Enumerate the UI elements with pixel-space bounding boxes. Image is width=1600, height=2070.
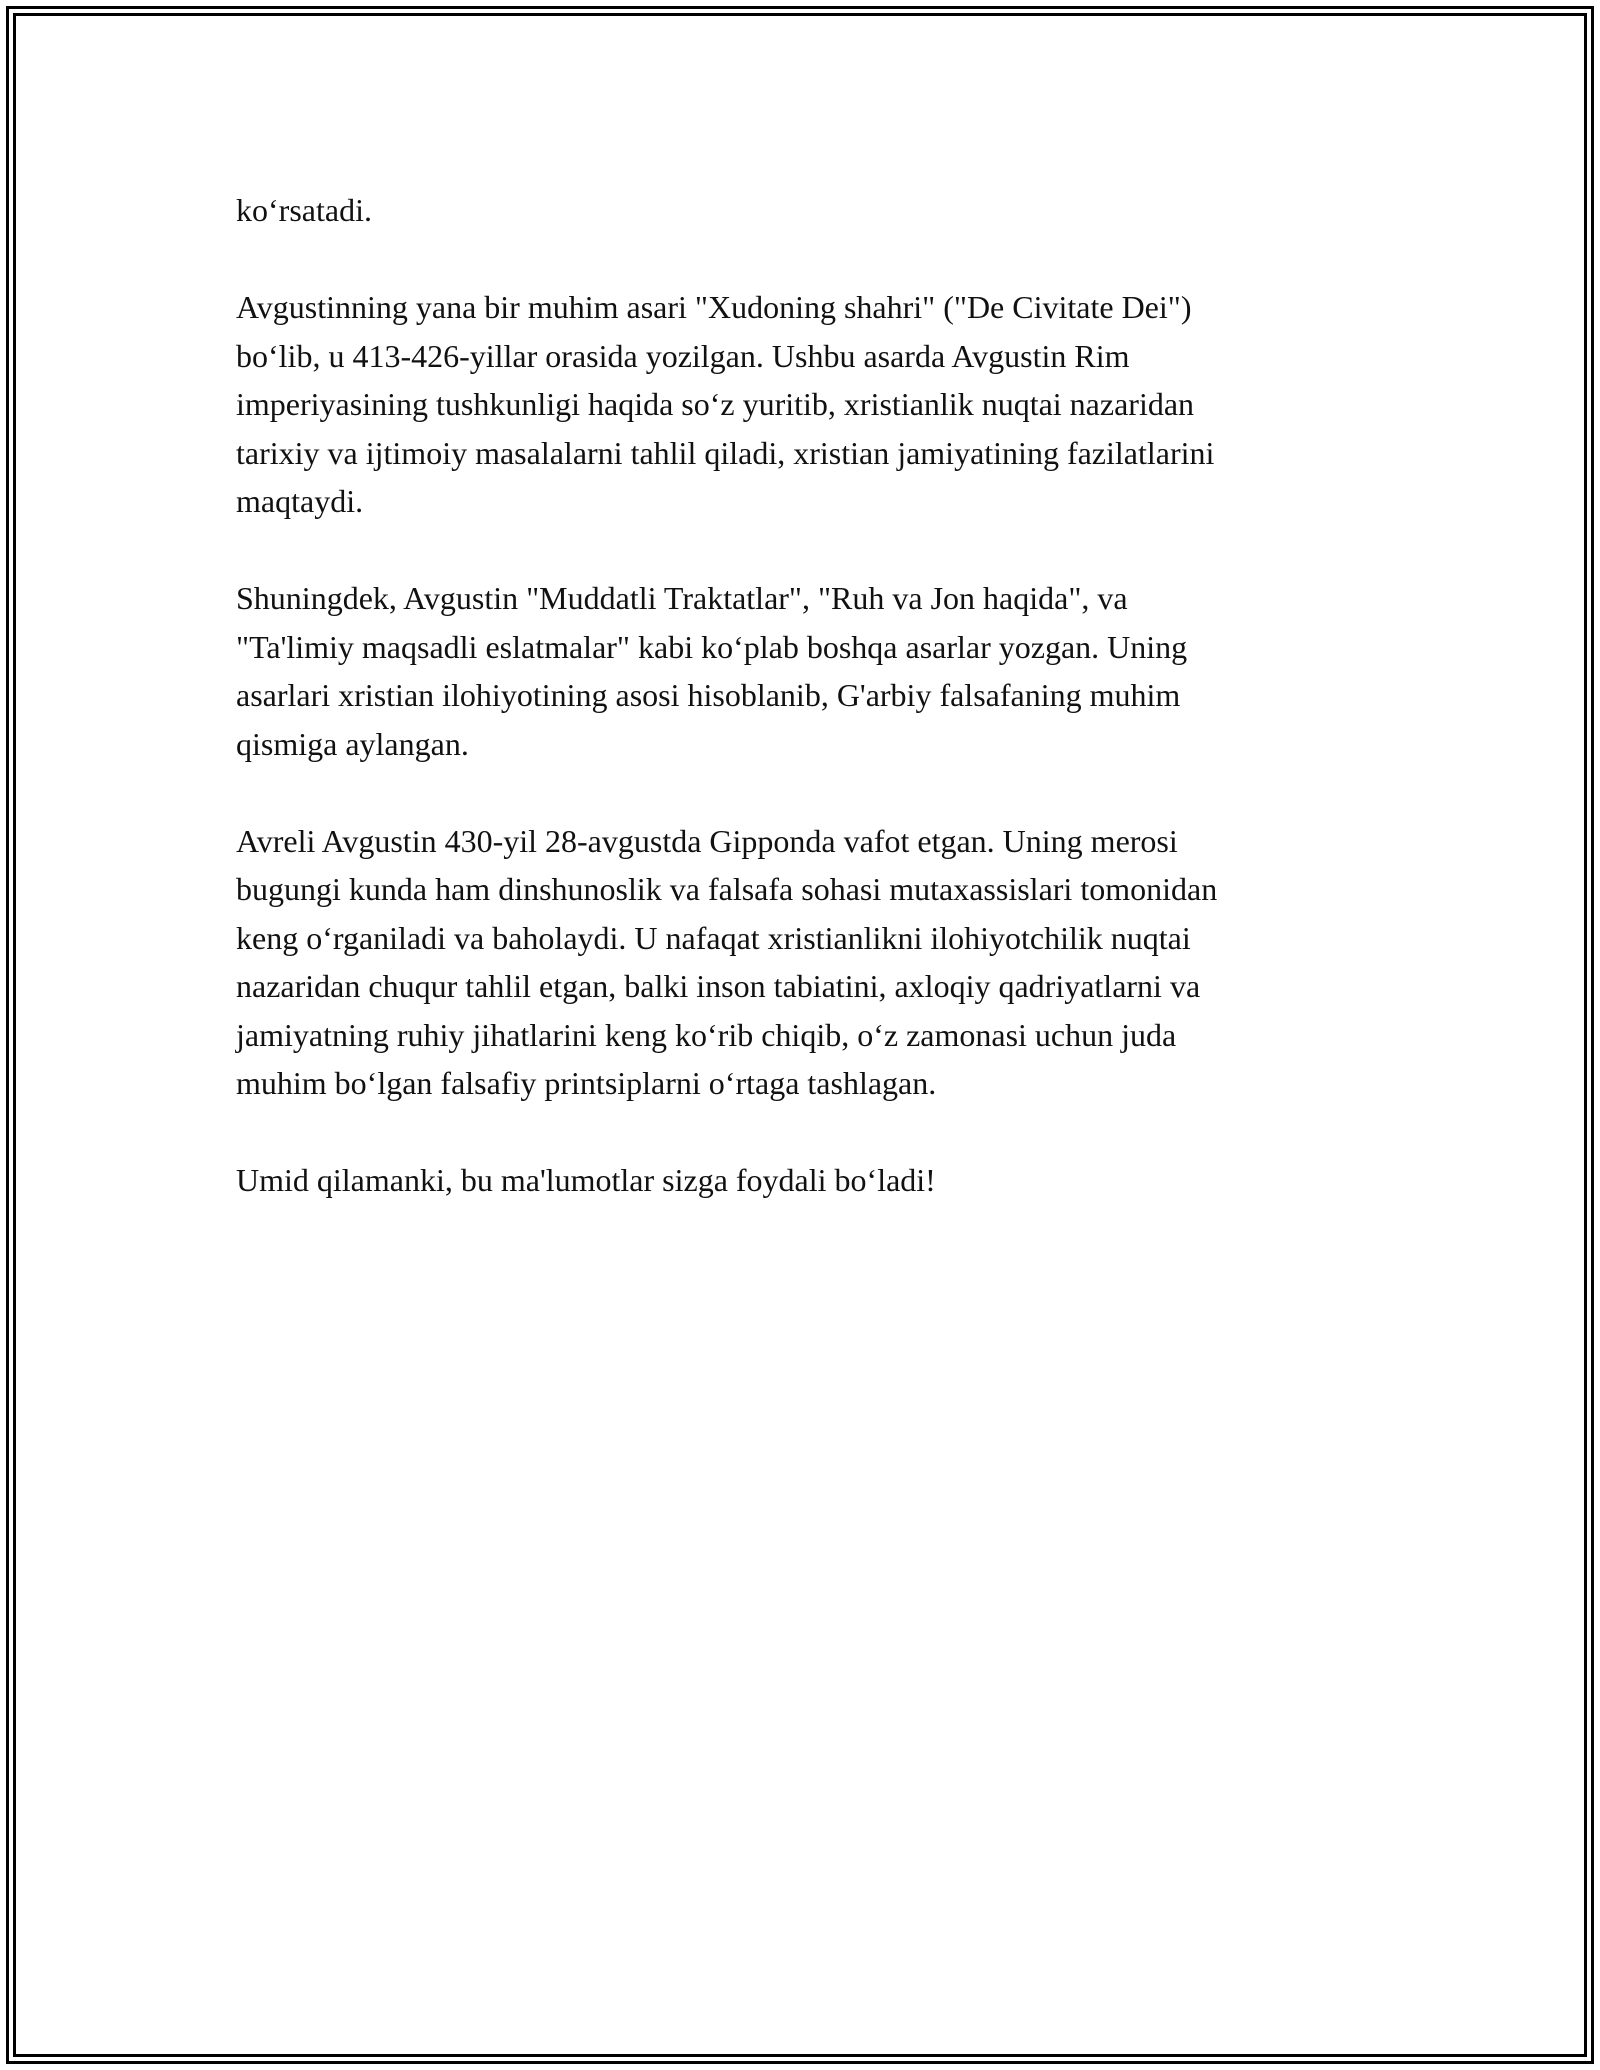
- document-body: [236, 186, 1366, 1205]
- paragraph-continuation: ko‘rsatadi.: [236, 192, 372, 228]
- paragraph-death-legacy: Avreli Avgustin 430-yil 28-avgustda Gipponda vafot etgan. Uning merosi bugungi kunda ham dinshunoslik va falsafa sohasi mutaxassislari tomonidan keng o‘rganiladi va baholaydi. U nafaqat xristianlikni ilohiyotchilik nuqtai nazaridan chuqur tahlil etgan, balki inson tabiatini, axloqiy qadriyatlarni va jamiyatning ruhiy jihatlarini keng ko‘rib chiqib, o‘z zamonasi uchun juda muhim bo‘lgan falsafiy printsiplarni o‘rtaga tashlagan.: [236, 822, 1218, 1101]
- paragraph-other-works: Shuningdek, Avgustin "Muddatli Traktatlar", "Ruh va Jon haqida", va "Ta'limiy maqsadli eslatmalar" kabi ko‘plab boshqa asarlar yozgan. Uning asarlari xristian ilohiyotining asosi hisoblanib, G'arbiy falsafaning muhim qismiga aylangan.: [236, 580, 1188, 762]
- paragraph-de-civitate-dei: Avgustinning yana bir muhim asari "Xudoning shahri" ("De Civitate Dei") bo‘lib, u 413-426-yillar orasida yozilgan. Ushbu asarda Avgustin Rim imperiyasining tushkunligi haqida so‘z yuritib, xristianlik nuqtai nazaridan tarixiy va ijtimoiy masalalarni tahlil qiladi, xristian jamiyatining fazilatlarini maqtaydi.: [236, 289, 1215, 519]
- paragraph-closing: Umid qilamanki, bu ma'lumotlar sizga foydali bo‘ladi!: [236, 1162, 936, 1198]
